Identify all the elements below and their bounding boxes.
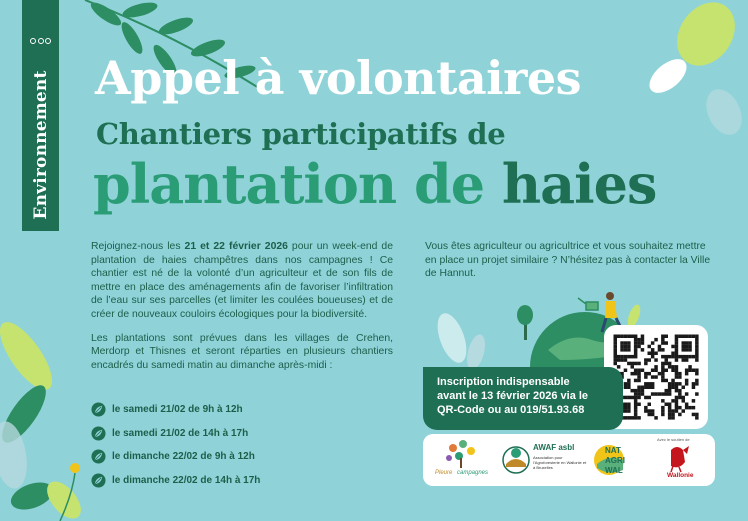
farmer-call-paragraph: Vous êtes agriculteur ou agricultrice et vous souhaitez mettre en place un projet similaire ? N’hésitez pas à contacter la Ville de Hannut.: [425, 241, 711, 280]
schedule-item: [91, 469, 260, 493]
awaf-emblem-icon: [499, 434, 533, 486]
headline-part-2: haies: [501, 152, 657, 216]
agri-text: AGRI: [605, 456, 625, 465]
flower-icon: [70, 463, 80, 473]
pleure-text: Pleure: [435, 470, 453, 476]
registration-box: [423, 367, 623, 430]
partner-logos: [423, 434, 715, 486]
leaf-icon: [432, 309, 472, 366]
leaf-bullet-icon: [91, 402, 106, 417]
schedule-list: [91, 398, 260, 492]
leaf-bullet-icon: [91, 426, 106, 441]
person-head-icon: [606, 292, 614, 300]
leaf-icon: [0, 419, 32, 492]
leaf-bullet-icon: [91, 449, 106, 464]
leaf-icon: [699, 83, 748, 140]
natagriwal-logo: [593, 434, 637, 486]
intro-text-end: pour un week-end de plantation de haies champêtres dans nos campagnes ! Ce chantier est né de la volonté d’un agriculteur et de son fils de mettre en place des aménagements afin de favoriser l’infiltration de l’eau sur ses parcelles (et limiter les coulées boueuses) et de créer de nouveaux couloirs écologiques pour la biodiversité.: [91, 241, 393, 320]
three-circles-logo-icon: [30, 34, 51, 47]
awaf-name: AWAF asbl: [533, 443, 575, 452]
registration-line-2: avant le 13 février 2026 via le: [437, 390, 589, 402]
leaf-icon: [0, 315, 61, 398]
support-text: Avec le soutien de: [657, 437, 690, 442]
schedule-label: le dimanche 22/02 de 9h à 12h: [112, 451, 255, 463]
awaf-description: Association pour l’Agroforesterie en Wallonie et à Bruxelles: [533, 455, 587, 470]
intro-dates: 21 et 22 février 2026: [184, 241, 288, 252]
page-title: Appel à volontaires: [95, 51, 582, 105]
schedule-item: [91, 445, 260, 469]
schedule-label: le samedi 21/02 de 9h à 12h: [112, 404, 243, 416]
registration-line-1: Inscription indispensable: [437, 376, 570, 388]
intro-text-start: Rejoignez-nous les: [91, 241, 185, 252]
campagnes-text: campagnes: [457, 470, 489, 476]
category-tab: [22, 0, 59, 231]
villages-paragraph: Les plantations sont prévues dans les villages de Crehen, Merdorp et Thisnes et seront réparties en plusieurs chantiers encadrés du samedi matin au dimanche après-midi :: [91, 332, 393, 371]
category-label: Environnement: [30, 70, 51, 220]
wallonie-logo: [645, 434, 711, 486]
nat-text: NAT: [605, 446, 621, 455]
wallonie-name: Wallonie: [667, 472, 694, 479]
schedule-item: [91, 398, 260, 422]
tree-logo-icon: [429, 434, 493, 486]
person-body-icon: [605, 301, 617, 318]
schedule-label: le samedi 21/02 de 14h à 17h: [112, 427, 249, 439]
pleure-campagnes-logo: [429, 434, 493, 486]
watering-can-icon: [578, 298, 598, 310]
headline-part-1: plantation de: [93, 152, 485, 216]
intro-paragraph: [91, 240, 393, 322]
wal-text: WAL: [605, 466, 623, 475]
tree-crown: [517, 305, 533, 325]
leaf-bullet-icon: [91, 473, 106, 488]
page-subtitle: Chantiers participatifs de: [96, 117, 506, 151]
page-headline: [93, 150, 656, 218]
awaf-logo: [499, 434, 587, 486]
farmer-text-column: [425, 240, 715, 281]
main-text-column: [91, 240, 393, 382]
schedule-label: le dimanche 22/02 de 14h à 17h: [112, 474, 261, 486]
schedule-item: [91, 422, 260, 446]
leaf-icon: [464, 333, 489, 372]
registration-line-3: QR-Code ou au 019/51.93.68: [437, 404, 585, 416]
